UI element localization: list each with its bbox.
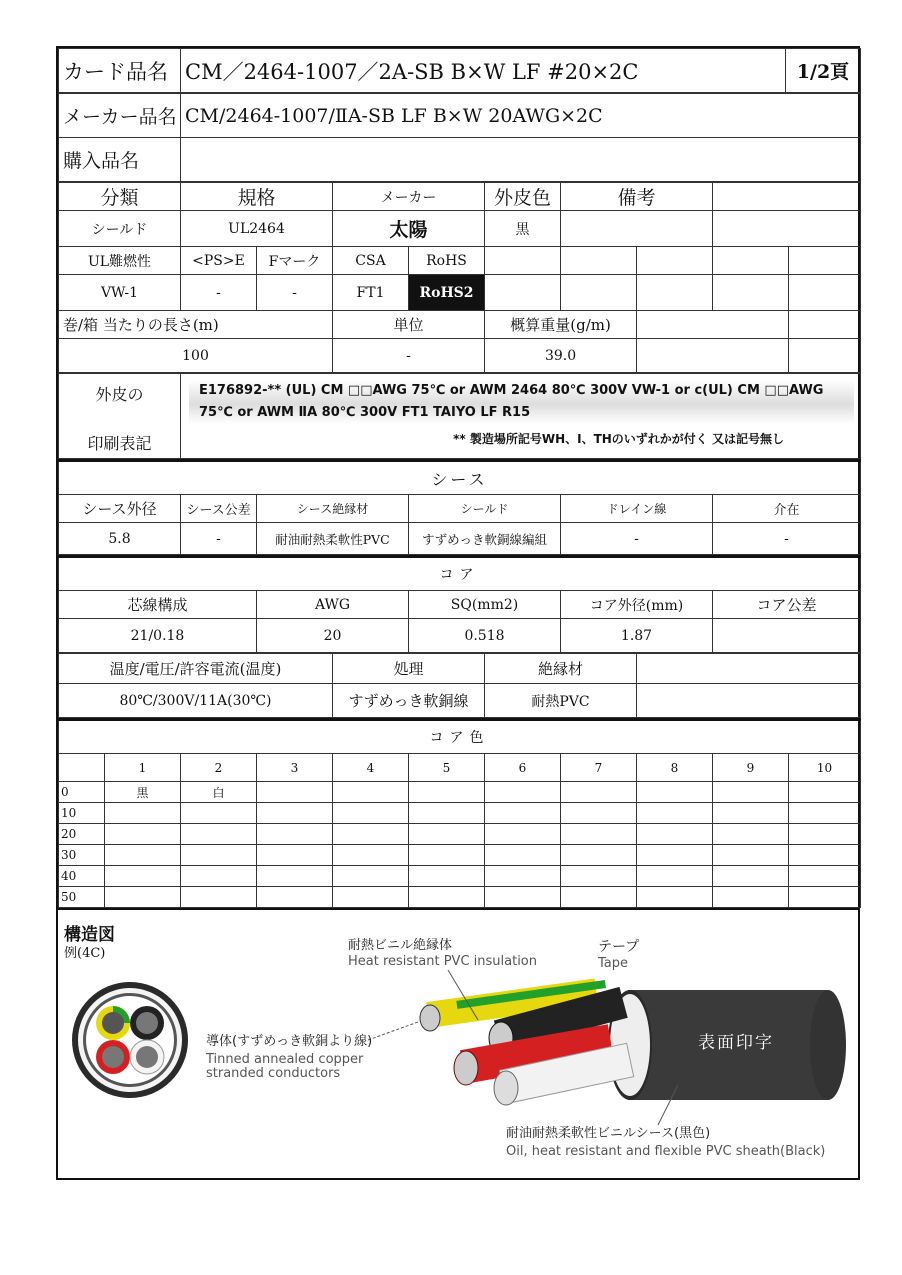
- core-od-value: 1.87: [561, 619, 713, 653]
- strand-label: 芯線構成: [59, 591, 257, 619]
- color-cell: [485, 845, 561, 866]
- color-cell: [713, 824, 789, 845]
- conductor-jp: 導体(すずめっき軟銅より線): [206, 1034, 373, 1049]
- temp-value: 80℃/300V/11A(30℃): [59, 684, 333, 718]
- color-cell: [561, 866, 637, 887]
- color-cell: [333, 887, 409, 908]
- row-label: 50: [59, 887, 105, 908]
- color-cell: [257, 803, 333, 824]
- color-cell: [257, 845, 333, 866]
- page-number: 1/2頁: [786, 49, 861, 93]
- insulation-jp: 耐熱ビニル絶縁体: [348, 938, 453, 953]
- color-cell: [181, 866, 257, 887]
- color-cell: [789, 803, 861, 824]
- unit-value: -: [333, 339, 485, 373]
- color-cell: [637, 824, 713, 845]
- class-value: シールド: [59, 211, 181, 247]
- core-table: [58, 555, 861, 653]
- printing-text: E176892-** (UL) CM □□AWG 75℃ or AWM 2464 80℃ 300V VW-1 or c(UL) CM □□AWG 75℃ or AWM ⅡA 80℃ 300V FT1 TAIYO LF R15: [189, 380, 854, 424]
- shield-label: シールド: [409, 495, 561, 523]
- unit-label: 単位: [333, 311, 485, 339]
- color-cell: [257, 824, 333, 845]
- color-cell: [485, 824, 561, 845]
- core-od-label: コア外径(mm): [561, 591, 713, 619]
- ul-flame-value: VW-1: [59, 275, 181, 311]
- core-color-title: コア色: [59, 720, 861, 754]
- color-row: [59, 824, 861, 845]
- card-name-label: カード品名: [59, 49, 181, 93]
- filler-label: 介在: [713, 495, 861, 523]
- color-cell: [485, 803, 561, 824]
- sheath-material-value: 耐油耐熱柔軟性PVC: [257, 523, 409, 555]
- rohs-label: RoHS: [409, 247, 485, 275]
- color-row: [59, 803, 861, 824]
- printing-label-top: 外皮の: [95, 385, 144, 404]
- process-label: 処理: [333, 654, 485, 684]
- color-cell: [105, 824, 181, 845]
- color-cell: [561, 845, 637, 866]
- sheath-title: シース: [59, 461, 861, 495]
- jacket-color-value: 黒: [485, 211, 561, 247]
- rohs-badge: RoHS2: [409, 275, 485, 311]
- csa-value: FT1: [333, 275, 409, 311]
- color-row: [59, 887, 861, 908]
- weight-value: 39.0: [485, 339, 637, 373]
- sheath-material-label: シース絶縁材: [257, 495, 409, 523]
- maker-label: メーカー: [333, 183, 485, 211]
- color-cell: [713, 866, 789, 887]
- printing-table: [58, 373, 861, 459]
- core-color-rows: [59, 782, 861, 908]
- color-cell: [333, 803, 409, 824]
- cable-side-view: [368, 970, 846, 1125]
- maker-name-value: CM/2464-1007/ⅡA-SB LF B×W 20AWG×2C: [181, 94, 861, 138]
- sq-label: SQ(mm2): [409, 591, 561, 619]
- insulation-label: 絶縁材: [485, 654, 637, 684]
- maker-table: [58, 93, 861, 182]
- color-cell: [789, 887, 861, 908]
- maker-name-label: メーカー品名: [59, 94, 181, 138]
- color-cell: [713, 782, 789, 803]
- sheath-table: [58, 459, 861, 555]
- ul-flame-label: UL難燃性: [59, 247, 181, 275]
- filler-value: -: [713, 523, 861, 555]
- weight-label: 概算重量(g/m): [485, 311, 637, 339]
- length-label: 巻/箱 当たりの長さ(m): [59, 311, 333, 339]
- remarks-value: [561, 211, 713, 247]
- col-header: 1: [105, 754, 181, 782]
- structure-diagram: [58, 908, 858, 1175]
- col-header: 7: [561, 754, 637, 782]
- structure-title: 構造図: [64, 925, 115, 945]
- col-header: 4: [333, 754, 409, 782]
- process-value: すずめっき軟銅線: [333, 684, 485, 718]
- spec-grid: [58, 182, 861, 373]
- color-cell: [789, 824, 861, 845]
- color-cell: [561, 803, 637, 824]
- color-cell: [637, 782, 713, 803]
- core-color-table: [58, 718, 861, 908]
- color-row: [59, 845, 861, 866]
- cross-section: [72, 982, 188, 1098]
- sheath-tolerance-value: -: [181, 523, 257, 555]
- row-label: 40: [59, 866, 105, 887]
- sq-value: 0.518: [409, 619, 561, 653]
- color-cell: [181, 803, 257, 824]
- maker-value: 太陽: [333, 211, 485, 247]
- tape-jp: テープ: [598, 939, 640, 955]
- col-header: 8: [637, 754, 713, 782]
- spec-sheet: [56, 46, 860, 1180]
- printing-label: [59, 374, 181, 459]
- col-header: 3: [257, 754, 333, 782]
- core-tolerance-value: [713, 619, 861, 653]
- color-cell: [333, 782, 409, 803]
- color-cell: [333, 845, 409, 866]
- structure-example: 例(4C): [64, 946, 106, 961]
- color-cell: [257, 887, 333, 908]
- standard-label: 規格: [181, 183, 333, 211]
- jacket-color-label: 外皮色: [485, 183, 561, 211]
- drain-label: ドレイン線: [561, 495, 713, 523]
- color-cell: [409, 782, 485, 803]
- f-mark-value: -: [257, 275, 333, 311]
- core-tolerance-label: コア公差: [713, 591, 861, 619]
- csa-label: CSA: [333, 247, 409, 275]
- color-cell: [409, 845, 485, 866]
- class-label: 分類: [59, 183, 181, 211]
- strand-value: 21/0.18: [59, 619, 257, 653]
- color-cell: [105, 845, 181, 866]
- sheath-od-label: シース外径: [59, 495, 181, 523]
- col-header: 6: [485, 754, 561, 782]
- color-cell: 黒: [105, 782, 181, 803]
- color-cell: [789, 866, 861, 887]
- core-title: コア: [59, 557, 861, 591]
- color-cell: [181, 824, 257, 845]
- color-cell: [713, 845, 789, 866]
- col-header: 9: [713, 754, 789, 782]
- color-cell: [561, 887, 637, 908]
- color-cell: [105, 803, 181, 824]
- awg-label: AWG: [257, 591, 409, 619]
- pse-label: <PS>E: [181, 247, 257, 275]
- color-cell: [257, 866, 333, 887]
- color-cell: [637, 845, 713, 866]
- color-cell: [105, 887, 181, 908]
- f-mark-label: Fマーク: [257, 247, 333, 275]
- row-label: 30: [59, 845, 105, 866]
- printing-label-bottom: 印刷表記: [87, 434, 152, 453]
- purchase-name-value: [181, 138, 861, 182]
- color-cell: [181, 887, 257, 908]
- sheath-en: Oil, heat resistant and flexible PVC sheath(Black): [506, 1144, 826, 1159]
- color-row: [59, 866, 861, 887]
- awg-value: 20: [257, 619, 409, 653]
- sheath-od-value: 5.8: [59, 523, 181, 555]
- color-cell: [561, 824, 637, 845]
- pse-value: -: [181, 275, 257, 311]
- color-cell: [485, 887, 561, 908]
- col-header: 2: [181, 754, 257, 782]
- row-label: 10: [59, 803, 105, 824]
- row-label: 0: [59, 782, 105, 803]
- color-cell: [561, 782, 637, 803]
- conductor-en-2: stranded conductors: [206, 1066, 341, 1081]
- color-cell: [409, 824, 485, 845]
- color-cell: [105, 866, 181, 887]
- remarks-label: 備考: [561, 183, 713, 211]
- row-label: 20: [59, 824, 105, 845]
- color-cell: [257, 782, 333, 803]
- color-cell: [789, 782, 861, 803]
- color-cell: [637, 866, 713, 887]
- color-cell: [181, 845, 257, 866]
- sheath-jp: 耐油耐熱柔軟性ビニルシース(黒色): [506, 1126, 711, 1141]
- header-table: [58, 48, 861, 93]
- color-cell: [713, 887, 789, 908]
- tape-en: Tape: [598, 956, 629, 971]
- color-cell: [333, 866, 409, 887]
- temp-label: 温度/電圧/許容電流(温度): [59, 654, 333, 684]
- color-cell: [409, 803, 485, 824]
- col-header: 5: [409, 754, 485, 782]
- temp-table: [58, 653, 861, 718]
- color-cell: [409, 887, 485, 908]
- color-cell: [789, 845, 861, 866]
- card-name-value: CM／2464-1007／2A-SB B×W LF #20×2C: [181, 49, 786, 93]
- color-cell: [409, 866, 485, 887]
- color-cell: 白: [181, 782, 257, 803]
- color-row: [59, 782, 861, 803]
- surface-print-label: 表面印字: [698, 1033, 774, 1053]
- color-cell: [713, 803, 789, 824]
- col-header: 10: [789, 754, 861, 782]
- insulation-value: 耐熱PVC: [485, 684, 637, 718]
- color-cell: [485, 782, 561, 803]
- length-value: 100: [59, 339, 333, 373]
- purchase-name-label: 購入品名: [59, 138, 181, 182]
- conductor-en-1: Tinned annealed copper: [206, 1052, 364, 1067]
- printing-note: ** 製造場所記号WH、I、THのいずれかが付く 又は記号無し: [453, 432, 784, 446]
- sheath-tolerance-label: シース公差: [181, 495, 257, 523]
- color-cell: [637, 803, 713, 824]
- shield-value: すずめっき軟銅線編組: [409, 523, 561, 555]
- color-cell: [485, 866, 561, 887]
- standard-value: UL2464: [181, 211, 333, 247]
- color-cell: [637, 887, 713, 908]
- drain-value: -: [561, 523, 713, 555]
- color-cell: [333, 824, 409, 845]
- insulation-en: Heat resistant PVC insulation: [348, 954, 538, 969]
